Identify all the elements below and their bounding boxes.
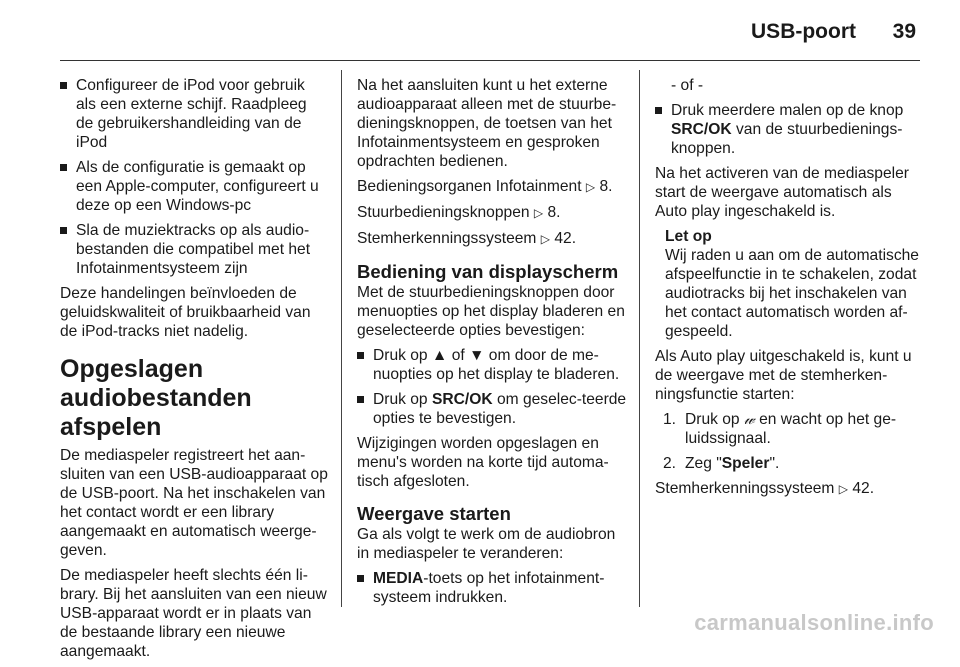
bullet-icon — [60, 227, 67, 234]
button-name: MEDIA — [373, 570, 424, 587]
paragraph: De mediaspeler heeft slechts één li-brary. Bij het aansluiten van een nieuw USB-apparaat wordt er in plaats van de bestaande library een nieuwe aangemaakt. — [60, 567, 327, 660]
button-name: SRC/OK — [431, 391, 493, 408]
bullet-icon — [60, 164, 67, 171]
note-box — [655, 227, 925, 341]
bullet-icon — [357, 396, 364, 403]
list-item: Druk op SRC/OK om geselec-teerde opties te bevestigen. — [357, 390, 627, 428]
page-title: USB-poort — [751, 20, 856, 43]
list-item: Druk op ▲ of ▼ om door de me-nuopties op het display te bladeren. — [357, 346, 627, 384]
section-heading: Bediening van displayscherm — [357, 261, 619, 282]
cross-reference: Stemherkenningssysteem ▷ 42. — [357, 230, 577, 247]
watermark: carmanualsonline.info — [694, 610, 934, 635]
list-item: MEDIA-toets op het infotainment-systeem indrukken. — [357, 569, 627, 607]
paragraph: Deze handelingen beïnvloeden de geluidskwaliteit of bruikbaarheid van de iPod-tracks niet nadelig. — [60, 285, 311, 340]
cross-reference: Stemherkenningssysteem ▷ 42. — [655, 480, 875, 497]
column-3 — [655, 76, 925, 505]
page-reference-arrow-icon: ▷ — [533, 206, 544, 220]
section-heading: Weergave starten — [357, 503, 511, 524]
column-divider — [341, 70, 342, 607]
paragraph: Na het aansluiten kunt u het externe audioapparaat alleen met de stuurbe-dieningsknoppen, de toetsen van het Infotainmentsysteem en gesproken opdrachten bedienen. — [357, 77, 617, 170]
paragraph: Ga als volgt te werk om de audiobron in mediaspeler te veranderen: — [357, 526, 616, 562]
page-header — [60, 14, 920, 61]
numbered-step: 2. Zeg "Speler". — [663, 455, 780, 472]
button-name: SRC/OK — [671, 121, 732, 138]
paragraph: Met de stuurbedieningsknoppen door menuopties op het display bladeren en geselecteerde opties bevestigen: — [357, 284, 625, 339]
page-reference-arrow-icon: ▷ — [838, 482, 848, 496]
bullet-icon — [357, 575, 364, 582]
list-item: Druk meerdere malen op de knop SRC/OK van de stuurbedienings-knoppen. — [655, 101, 925, 158]
paragraph: De mediaspeler registreert het aan-sluiten van een USB-audioapparaat op de USB-poort. Na het inschakelen van het contact wordt er een library aangemaakt en automatisch weerge-geven. — [60, 447, 328, 559]
page-reference-arrow-icon: ▷ — [585, 180, 596, 194]
voice-command-icon: 𝓌 — [743, 410, 755, 428]
column-divider — [639, 70, 640, 607]
cross-reference: Stuurbedieningsknoppen ▷ 8. — [357, 204, 561, 221]
section-heading: Opgeslagen audiobestanden afspelen — [60, 355, 252, 441]
column-1 — [60, 76, 328, 667]
bullet-icon — [357, 352, 364, 359]
note-title: Let op — [665, 228, 712, 245]
page-reference-arrow-icon: ▷ — [540, 232, 550, 246]
bullet-icon — [655, 107, 662, 114]
bullet-icon — [60, 82, 67, 89]
paragraph: Na het activeren van de mediaspeler start de weergave automatisch als Auto play ingeschakeld is. — [655, 165, 909, 220]
numbered-step: 1. Druk op 𝓌 en wacht op het ge-luidssignaal. — [663, 410, 897, 447]
column-2 — [357, 76, 627, 613]
note-body: Wij raden u aan om de automatische afspeelfunctie in te schakelen, zodat audiotracks bij het inschakelen van het contact automatisch worden af-gespeeld. — [665, 247, 919, 340]
list-item: Configureer de iPod voor gebruik als een externe schijf. Raadpleeg de gebruikershandleiding van de iPod — [60, 76, 328, 152]
page-number: 39 — [892, 20, 916, 43]
list-item: Sla de muziektracks op als audio-bestanden die compatibel met het Infotainmentsysteem zijn — [60, 221, 328, 278]
paragraph: Als Auto play uitgeschakeld is, kunt u de weergave met de stemherken-ningsfunctie starten: — [655, 348, 912, 403]
or-separator: - of - — [671, 77, 704, 94]
paragraph: Wijzigingen worden opgeslagen en menu's worden na korte tijd automa-tisch afgesloten. — [357, 435, 609, 490]
cross-reference: Bedieningsorganen Infotainment ▷ 8. — [357, 178, 613, 195]
list-item: Als de configuratie is gemaakt op een Apple-computer, configureert u deze op een Windows-pc — [60, 158, 328, 215]
